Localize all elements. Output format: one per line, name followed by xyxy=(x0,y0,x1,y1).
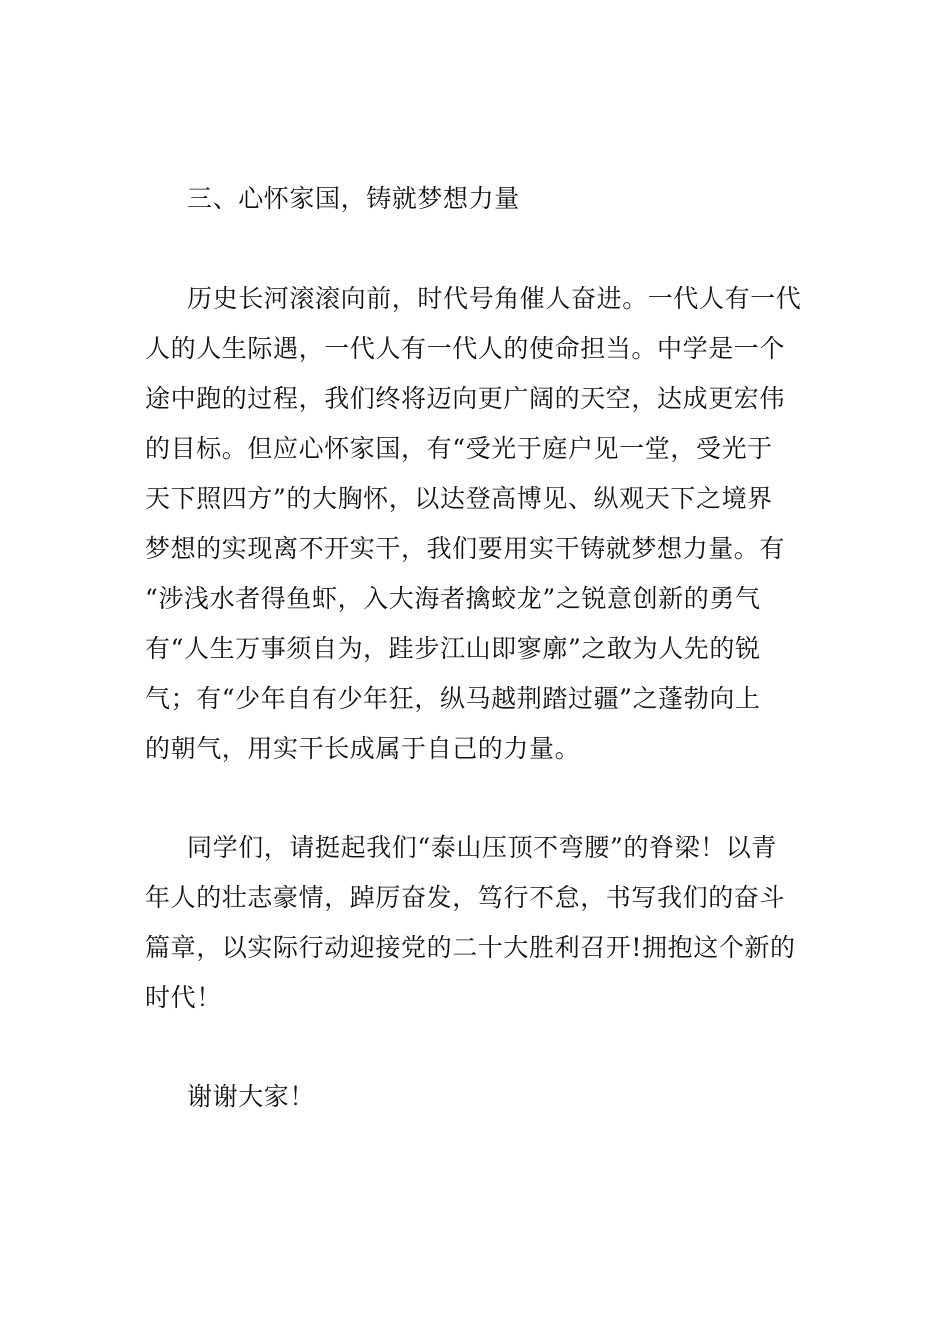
paragraph-line: “涉浅水者得鱼虾，入大海者擒蛟龙”之锐意创新的勇气 xyxy=(145,584,761,613)
paragraph-line: 的目标。但应心怀家国，有“受光于庭户见一堂，受光于 xyxy=(145,434,773,463)
paragraph-line: 天下照四方”的大胸怀，以达登高博见、纵观天下之境界 xyxy=(145,484,773,513)
section-heading: 三、心怀家国，铸就梦想力量 xyxy=(187,184,520,213)
paragraph-line: 有“人生万事须自为，跬步江山即寥廓”之敢为人先的锐 xyxy=(145,634,761,663)
closing-line: 谢谢大家！ xyxy=(187,1082,316,1111)
paragraph-line: 历史长河滚滚向前，时代号角催人奋进。一代人有一代 xyxy=(187,284,802,313)
paragraph-line: 同学们，请挺起我们“泰山压顶不弯腰”的脊梁！以青 xyxy=(187,833,777,862)
paragraph-line: 的朝气，用实干长成属于自己的力量。 xyxy=(145,734,581,763)
paragraph-line: 篇章，以实际行动迎接党的二十大胜利召开!拥抱这个新的 xyxy=(145,933,796,962)
paragraph-line: 时代！ xyxy=(145,983,222,1012)
paragraph-line: 人的人生际遇，一代人有一代人的使命担当。中学是一个 xyxy=(145,334,786,363)
paragraph-line: 途中跑的过程，我们终将迈向更广阔的天空，达成更宏伟 xyxy=(145,384,786,413)
paragraph-line: 气；有“少年自有少年狂，纵马越荆踏过疆”之蓬勃向上 xyxy=(145,684,761,713)
paragraph-line: 梦想的实现离不开实干，我们要用实干铸就梦想力量。有 xyxy=(145,534,786,563)
paragraph-line: 年人的壮志豪情，踔厉奋发，笃行不怠，书写我们的奋斗 xyxy=(145,883,786,912)
